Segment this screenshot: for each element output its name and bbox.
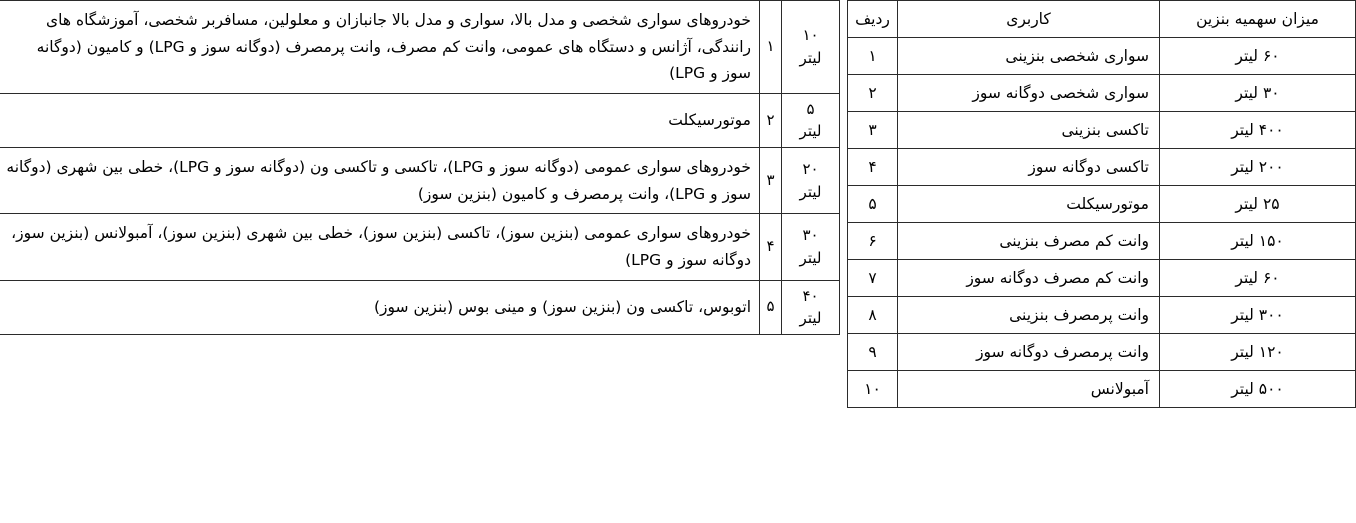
table-row [0,93,840,147]
category-index: ۴ [760,214,782,280]
category-amount [782,147,840,213]
table-row [848,371,1356,408]
category-amount-value: ۱۰ [802,26,819,45]
quota-value: ۶۰ لیتر [1160,260,1356,297]
row-index: ۸ [848,297,898,334]
row-index: ۷ [848,260,898,297]
category-amount-unit: لیتر [799,182,822,201]
row-index: ۳ [848,112,898,149]
row-index: ۹ [848,334,898,371]
quota-value: ۵۰۰ لیتر [1160,371,1356,408]
category-description: اتوبوس، تاکسی ون (بنزین سوز) و مینی بوس (بنزین سوز) [0,280,760,334]
category-amount-unit: لیتر [799,309,822,328]
table-row [848,75,1356,112]
category-table [0,0,840,335]
usage-label: وانت پرمصرف دوگانه سوز [898,334,1160,371]
usage-label: تاکسی بنزینی [898,112,1160,149]
category-table-container [0,0,840,335]
usage-label: وانت کم مصرف بنزینی [898,223,1160,260]
category-description: خودروهای سواری عمومی (بنزین سوز)، تاکسی (بنزین سوز)، خطی بین شهری (بنزین سوز)، آمبولانس (بنزین سوز، دوگانه سوز و LPG) [0,214,760,280]
category-amount-value: ۲۰ [802,160,819,179]
quota-table-container [848,0,1356,408]
quota-value: ۲۵ لیتر [1160,186,1356,223]
row-index: ۶ [848,223,898,260]
table-row [0,214,840,280]
table-row [0,147,840,213]
category-amount [782,93,840,147]
column-header-quota: میزان سهمیه بنزین [1160,1,1356,38]
usage-label: آمبولانس [898,371,1160,408]
row-index: ۴ [848,149,898,186]
table-row [0,1,840,94]
usage-label: وانت کم مصرف دوگانه سوز [898,260,1160,297]
quota-value: ۴۰۰ لیتر [1160,112,1356,149]
quota-value: ۶۰ لیتر [1160,38,1356,75]
category-amount-value: ۳۰ [802,226,819,245]
category-description: موتورسیکلت [0,93,760,147]
usage-label: سواری شخصی بنزینی [898,38,1160,75]
category-index: ۲ [760,93,782,147]
table-row [848,38,1356,75]
table-row [0,280,840,334]
category-description: خودروهای سواری شخصی و مدل بالا، سواری و مدل بالا جانبازان و معلولین، مسافربر شخصی، آموزشگاه های رانندگی، آژانس و دستگاه های عمومی، وانت کم مصرف، وانت پرمصرف (دوگانه سوز و LPG) و کامیون (دوگانه سوز و LPG) [0,1,760,94]
row-index: ۱ [848,38,898,75]
table-row [848,260,1356,297]
table-row [848,112,1356,149]
row-index: ۲ [848,75,898,112]
table-row [848,223,1356,260]
usage-label: تاکسی دوگانه سوز [898,149,1160,186]
quota-value: ۳۰۰ لیتر [1160,297,1356,334]
table-row [848,149,1356,186]
category-amount [782,1,840,94]
quota-value: ۲۰۰ لیتر [1160,149,1356,186]
table-header-row [848,1,1356,38]
quota-value: ۳۰ لیتر [1160,75,1356,112]
usage-label: وانت پرمصرف بنزینی [898,297,1160,334]
category-amount-unit: لیتر [799,122,822,141]
category-amount-unit: لیتر [799,248,822,267]
category-index: ۵ [760,280,782,334]
table-row [848,186,1356,223]
usage-label: سواری شخصی دوگانه سوز [898,75,1160,112]
table-row [848,334,1356,371]
category-description: خودروهای سواری عمومی (دوگانه سوز و LPG)، تاکسی و تاکسی ون (دوگانه سوز و LPG)، خطی بین شهری (دوگانه سوز و LPG)، وانت پرمصرف و کامیون (بنزین سوز) [0,147,760,213]
category-amount-value: ۵ [806,99,815,118]
row-index: ۵ [848,186,898,223]
category-amount [782,214,840,280]
quota-value: ۱۲۰ لیتر [1160,334,1356,371]
table-row [848,297,1356,334]
quota-table [847,0,1356,408]
category-index: ۳ [760,147,782,213]
usage-label: موتورسیکلت [898,186,1160,223]
row-index: ۱۰ [848,371,898,408]
category-index: ۱ [760,1,782,94]
quota-value: ۱۵۰ لیتر [1160,223,1356,260]
column-header-usage: کاربری [898,1,1160,38]
column-header-index: ردیف [848,1,898,38]
category-amount-value: ۴۰ [802,286,819,305]
category-amount-unit: لیتر [799,48,822,67]
category-amount [782,280,840,334]
